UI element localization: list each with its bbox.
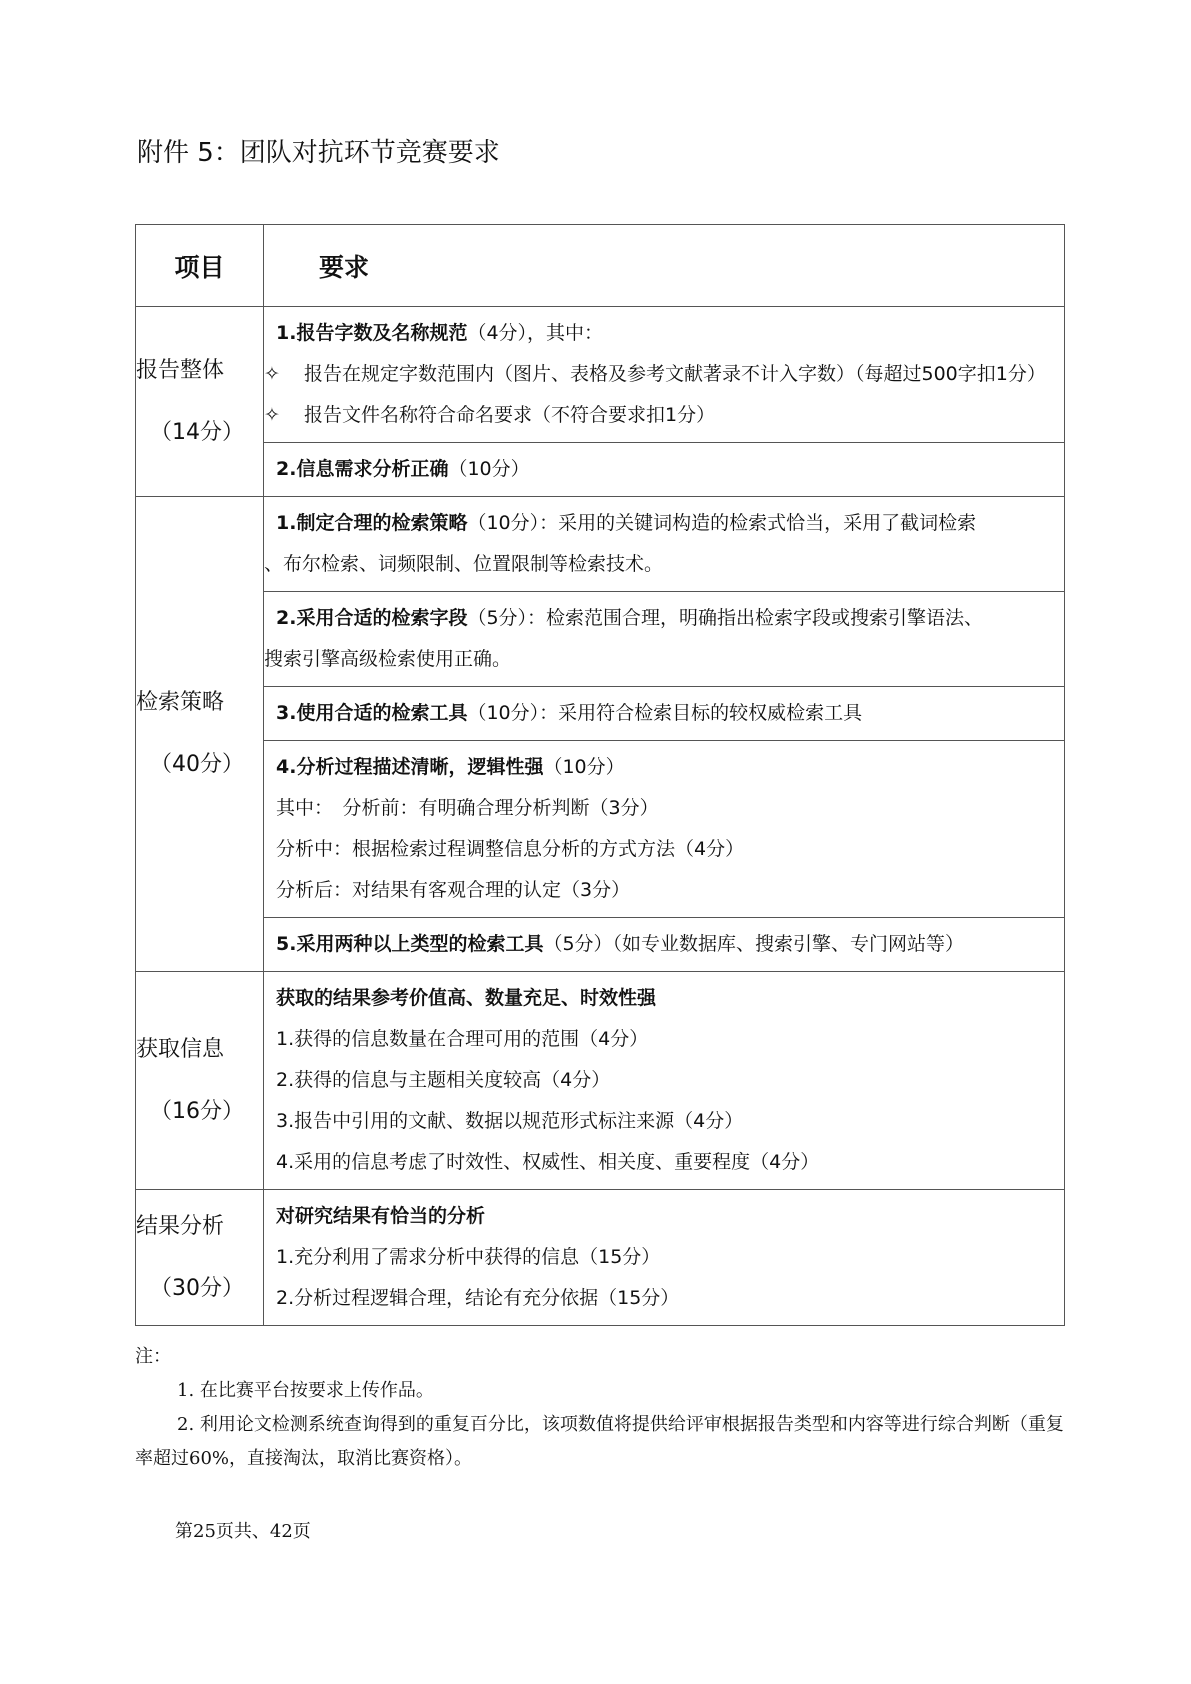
category-score: （14分）	[150, 419, 244, 445]
table-row	[136, 687, 1065, 741]
bullet-item	[264, 395, 1056, 436]
requirement-line: 4.采用的信息考虑了时效性、权威性、相关度、重要程度（4分）	[276, 1151, 820, 1173]
requirement-head: 1.制定合理的检索策略	[276, 512, 468, 534]
table-row	[136, 918, 1065, 972]
category-name: 报告整体	[136, 357, 225, 383]
requirement-line: 分析后：对结果有客观合理的认定（3分）	[276, 879, 631, 901]
requirement-head-rest: （4分），其中：	[467, 322, 604, 344]
requirement-continuation: 搜索引擎高级检索使用正确。	[264, 648, 512, 670]
bullet-item	[264, 354, 1056, 395]
requirement-head: 3.使用合适的检索工具	[276, 702, 468, 724]
category-name: 结果分析	[136, 1213, 225, 1239]
table-row	[136, 1190, 1065, 1326]
requirement-cell	[264, 497, 1065, 592]
note-item: 2. 利用论文检测系统查询得到的重复百分比，该项数值将提供给评审根据报告类型和内容等进行综合判断（重复率超过60%，直接淘汰，取消比赛资格）。	[135, 1414, 1064, 1469]
requirement-line: 1.充分利用了需求分析中获得的信息（15分）	[276, 1246, 661, 1268]
bullet-text: 报告在规定字数范围内（图片、表格及参考文献著录不计入字数）（每超过500字扣1分）	[304, 363, 1046, 385]
requirement-cell	[264, 972, 1065, 1190]
requirement-head: 4.分析过程描述清晰，逻辑性强	[276, 756, 544, 778]
category-cell	[136, 972, 264, 1190]
requirement-line: 1.获得的信息数量在合理可用的范围（4分）	[276, 1028, 649, 1050]
table-row	[136, 443, 1065, 497]
requirements-table	[135, 224, 1065, 1326]
requirement-head-rest: （10分）：采用符合检索目标的较权威检索工具	[467, 702, 863, 724]
table-row	[136, 972, 1065, 1190]
table-row	[136, 592, 1065, 687]
page-title: 附件 5：团队对抗环节竞赛要求	[137, 138, 500, 168]
requirement-head-rest: （10分）：采用的关键词构造的检索式恰当，采用了截词检索	[467, 512, 977, 534]
requirement-head-rest: （5分）（如专业数据库、搜索引擎、专门网站等）	[543, 933, 965, 955]
requirement-head-rest: （10分）	[543, 756, 625, 778]
requirement-cell	[264, 918, 1065, 972]
notes	[135, 1340, 1065, 1476]
category-cell	[136, 307, 264, 497]
requirement-cell	[264, 443, 1065, 497]
requirement-head: 2.采用合适的检索字段	[276, 607, 468, 629]
category-cell	[136, 1190, 264, 1326]
note-item: 1. 在比赛平台按要求上传作品。	[177, 1380, 434, 1401]
requirement-line: 3.报告中引用的文献、数据以规范形式标注来源（4分）	[276, 1110, 744, 1132]
requirement-line: 其中： 分析前：有明确合理分析判断（3分）	[276, 797, 659, 819]
requirement-head: 5.采用两种以上类型的检索工具	[276, 933, 544, 955]
requirement-cell	[264, 307, 1065, 443]
category-cell	[136, 497, 264, 972]
diamond-bullet-icon: ✧	[264, 404, 280, 426]
table-header-row	[136, 225, 1065, 307]
requirement-cell	[264, 592, 1065, 687]
category-name: 获取信息	[136, 1036, 225, 1062]
table-row	[136, 307, 1065, 443]
category-score: （40分）	[150, 752, 244, 777]
requirement-head: 2.信息需求分析正确	[276, 458, 449, 480]
requirement-cell	[264, 687, 1065, 741]
requirement-cell	[264, 1190, 1065, 1326]
requirement-head-rest: （5分）：检索范围合理，明确指出检索字段或搜索引擎语法、	[467, 607, 984, 629]
requirement-continuation: 、布尔检索、词频限制、位置限制等检索技术。	[264, 553, 664, 575]
requirement-head-rest: （10分）	[448, 458, 530, 480]
diamond-bullet-icon: ✧	[264, 363, 280, 385]
requirement-line: 2.分析过程逻辑合理，结论有充分依据（15分）	[276, 1287, 680, 1309]
requirement-head: 1.报告字数及名称规范	[276, 322, 468, 344]
bullet-text: 报告文件名称符合命名要求（不符合要求扣1分）	[304, 404, 716, 426]
table-row	[136, 741, 1065, 918]
header-item: 项目	[136, 225, 264, 307]
page-footer: 第25页共、42页	[175, 1521, 311, 1542]
table-row	[136, 497, 1065, 592]
header-requirement: 要求	[264, 225, 1065, 307]
requirement-head: 获取的结果参考价值高、数量充足、时效性强	[276, 987, 657, 1009]
category-score: （16分）	[150, 1098, 244, 1124]
requirement-line: 2.获得的信息与主题相关度较高（4分）	[276, 1069, 611, 1091]
requirement-head: 对研究结果有恰当的分析	[276, 1205, 486, 1227]
category-score: （30分）	[150, 1275, 244, 1301]
notes-label: 注：	[135, 1346, 171, 1367]
requirement-line: 分析中：根据检索过程调整信息分析的方式方法（4分）	[276, 838, 745, 860]
requirement-cell	[264, 741, 1065, 918]
category-name: 检索策略	[136, 690, 225, 715]
